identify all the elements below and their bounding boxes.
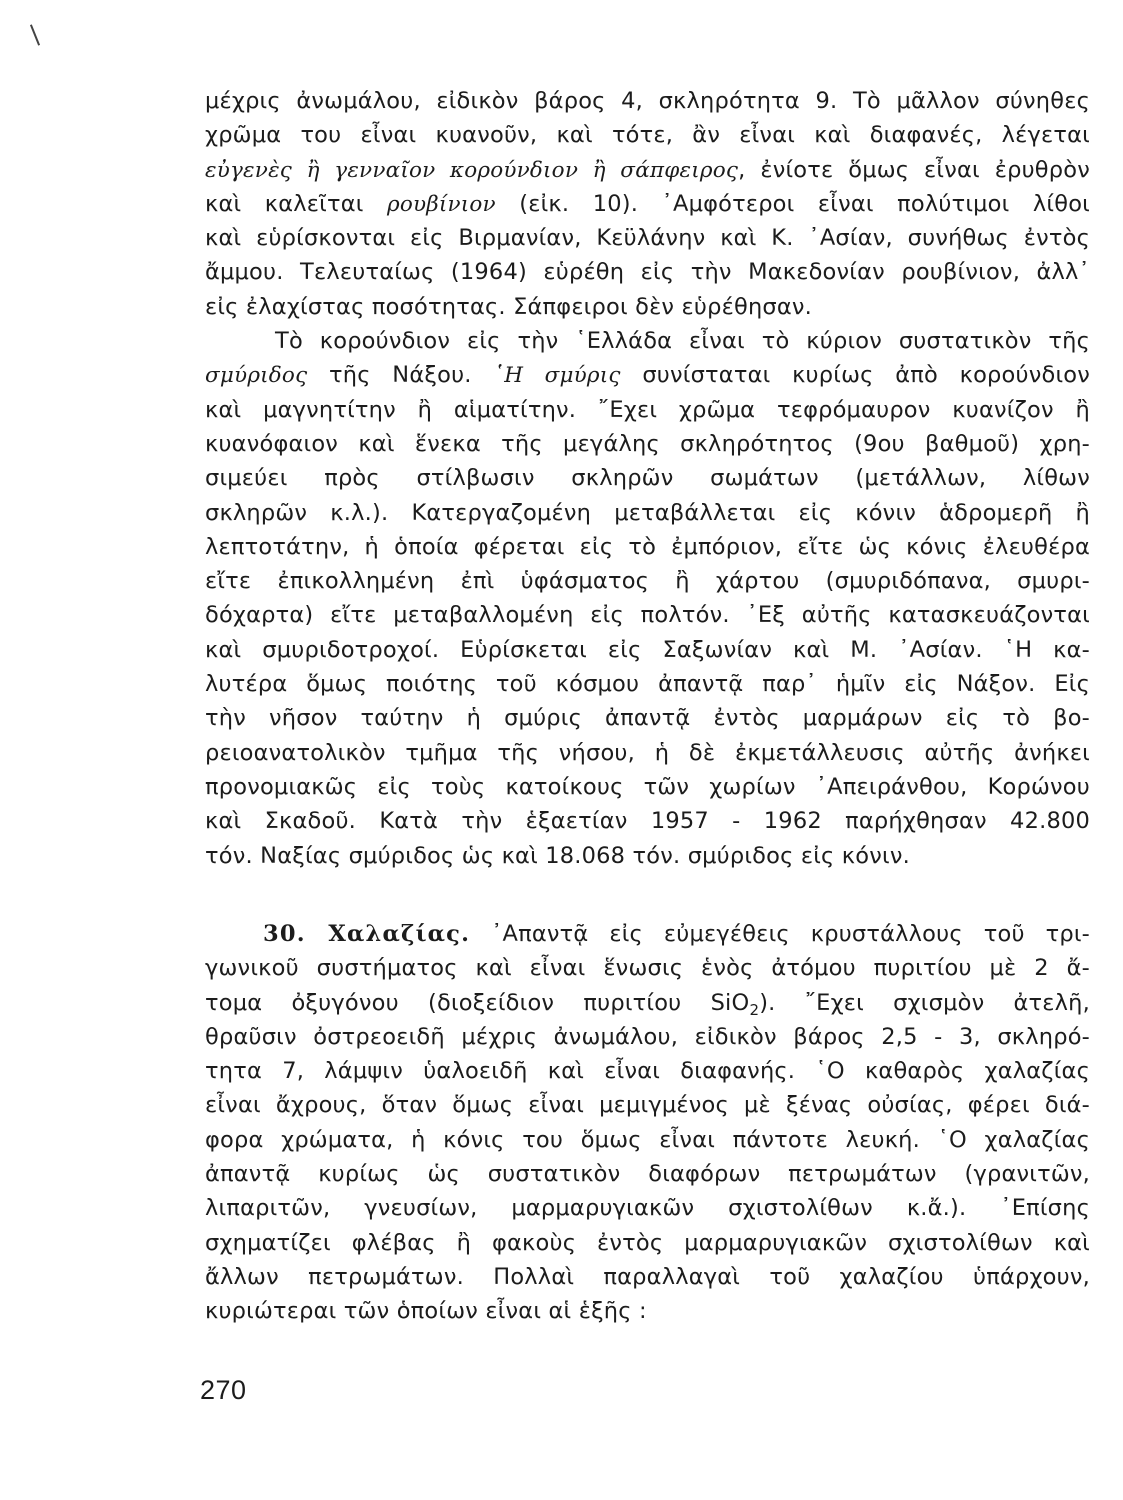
text-line: θραῦσιν ὀστρεοειδῆ μέχρις ἀνωμάλου, εἰδικὸν βάρος 2,5 - 3, σκληρό- <box>205 1023 1090 1050</box>
text-line <box>205 358 1090 392</box>
text-line: εἴτε ἐπικολλημένη ἐπὶ ὑφάσματος ἢ χάρτου (σμυριδόπανα, σμυρι- <box>205 568 1090 595</box>
text-span: (εἰκ. 10). ᾿Αμφότεροι εἶναι πολύτιμοι λίθοι <box>495 190 1090 217</box>
text-line: τόν. Ναξίας σμύριδος ὡς καὶ 18.068 τόν. σμύριδος εἰς κόνιν. <box>205 842 910 869</box>
text-line <box>205 153 1090 187</box>
text-span: τῆς Νάξου. <box>307 362 494 389</box>
page-number: 270 <box>200 1375 247 1405</box>
text-line: τὴν νῆσον ταύτην ἡ σμύρις ἀπαντᾷ ἐντὸς μαρμάρων εἰς τὸ βο- <box>205 705 1090 732</box>
text-line: κυανόφαιον καὶ ἕνεκα τῆς μεγάλης σκληρότητος (9ου βαθμοῦ) χρη- <box>205 430 1090 457</box>
text-line: σχηματίζει φλέβας ἢ φακοὺς ἐντὸς μαρμαρυγιακῶν σχιστολίθων καὶ <box>205 1229 1090 1256</box>
text-line: μέχρις ἀνωμάλου, εἰδικὸν βάρος 4, σκληρότητα 9. Τὸ μᾶλλον σύνηθες <box>205 88 1090 114</box>
text-line: καὶ Σκαδοῦ. Κατὰ τὴν ἑξαετίαν 1957 - 1962 παρήχθησαν 42.800 <box>205 808 1090 835</box>
text-line: γωνικοῦ συστήματος καὶ εἶναι ἕνωσις ἑνὸς ἀτόμου πυριτίου μὲ 2 ἄ- <box>205 955 1090 982</box>
italic-term: σμύριδος <box>205 363 308 389</box>
text-line: καὶ σμυριδοτροχοί. Εὑρίσκεται εἰς Σαξωνίαν καὶ Μ. ᾿Ασίαν. ῾Η κα- <box>205 636 1090 663</box>
text-span: συνίσταται κυρίως ἀπὸ κορούνδιον <box>620 362 1091 389</box>
text-line: ἄμμου. Τελευταίως (1964) εὑρέθη εἰς τὴν Μακεδονίαν ρουβίνιον, ἀλλ᾿ <box>205 259 1090 286</box>
paragraph-smyris <box>205 324 1090 873</box>
text-line: Τὸ κορούνδιον εἰς τὴν ῾Ελλάδα εἶναι τὸ κύριον συστατικὸν τῆς <box>275 328 1090 355</box>
text-span: ). ῎Εχει σχισμὸν ἀτελῆ, <box>759 989 1090 1016</box>
main-text-top <box>205 84 1090 873</box>
paragraph-continuation <box>205 84 1090 324</box>
text-line: χρῶμα του εἶναι κυανοῦν, καὶ τότε, ἂν εἶναι καὶ διαφανές, λέγεται <box>205 122 1090 149</box>
text-line: δόχαρτα) εἴτε μεταβαλλομένη εἰς πολτόν. ᾿Εξ αὐτῆς κατασκευάζονται <box>205 602 1090 629</box>
section-30-quartz <box>205 917 1090 1329</box>
formula-subscript: 2 <box>749 1000 760 1019</box>
text-span: ᾿Απαντᾷ εἰς εὐμεγέθεις κρυστάλλους τοῦ τρι- <box>470 921 1090 947</box>
italic-term: ῾Η σμύρις <box>493 363 621 389</box>
text-line: καὶ εὑρίσκονται εἰς Βιρμανίαν, Κεϋλάνην καὶ Κ. ᾿Ασίαν, συνήθως ἐντὸς <box>205 225 1090 252</box>
text-line: ἀπαντᾷ κυρίως ὡς συστατικὸν διαφόρων πετρωμάτων (γρανιτῶν, <box>205 1161 1090 1188</box>
text-line: ρειοανατολικὸν τμῆμα τῆς νήσου, ἡ δὲ ἐκμετάλλευσις αὐτῆς ἀνήκει <box>205 739 1090 766</box>
italic-term: ρουβίνιον <box>387 191 496 217</box>
margin-mark <box>30 24 40 45</box>
text-line <box>205 187 1090 221</box>
text-span: τομα ὀξυγόνου (διοξείδιον πυριτίου SiO <box>205 989 750 1016</box>
text-line: σκληρῶν κ.λ.). Κατεργαζομένη μεταβάλλεται εἰς κόνιν ἁδρομερῆ ἢ <box>205 499 1090 526</box>
text-line <box>205 917 1090 951</box>
text-line: ἄλλων πετρωμάτων. Πολλαὶ παραλλαγαὶ τοῦ χαλαζίου ὑπάρχουν, <box>205 1263 1090 1290</box>
text-line: κυριώτεραι τῶν ὁποίων εἶναι αἱ ἑξῆς : <box>205 1298 647 1325</box>
text-line: εἶναι ἄχρους, ὅταν ὅμως εἶναι μεμιγμένος μὲ ξένας οὐσίας, φέρει διά- <box>205 1092 1090 1119</box>
text-line: σιμεύει πρὸς στίλβωσιν σκληρῶν σωμάτων (μετάλλων, λίθων <box>205 465 1090 492</box>
text-line: τητα 7, λάμψιν ὑαλοειδῆ καὶ εἶναι διαφανής. ῾Ο καθαρὸς χαλαζίας <box>205 1058 1090 1085</box>
section-heading: 30. Χαλαζίας. <box>263 921 471 947</box>
text-line: προνομιακῶς εἰς τοὺς κατοίκους τῶν χωρίων ᾿Απειράνθου, Κορώνου <box>205 773 1090 800</box>
italic-term: εὐγενὲς ἢ γενναῖον κορούνδιον ἢ σάπφειρος <box>205 157 739 183</box>
text-line: εἰς ἐλαχίστας ποσότητας. Σάπφειροι δὲν εὑρέθησαν. <box>205 293 813 320</box>
text-span: , ἐνίοτε ὅμως εἶναι ἐρυθρὸν <box>738 156 1090 183</box>
text-line: φορα χρώματα, ἡ κόνις του ὅμως εἶναι πάντοτε λευκή. ῾Ο χαλαζίας <box>205 1126 1090 1153</box>
text-line <box>205 986 1090 1020</box>
text-line: λεπτοτάτην, ἡ ὁποία φέρεται εἰς τὸ ἐμπόριον, εἴτε ὡς κόνις ἐλευθέρα <box>205 533 1090 560</box>
text-line: καὶ μαγνητίτην ἢ αἱματίτην. ῎Εχει χρῶμα τεφρόμαυρον κυανίζον ἢ <box>205 396 1090 423</box>
text-line: λυτέρα ὅμως ποιότης τοῦ κόσμου ἀπαντᾷ παρ᾿ ἡμῖν εἰς Νάξον. Εἰς <box>205 671 1090 698</box>
text-span: καὶ καλεῖται <box>205 190 387 217</box>
text-line: λιπαριτῶν, γνευσίων, μαρμαρυγιακῶν σχιστολίθων κ.ἄ.). ᾿Επίσης <box>205 1195 1090 1222</box>
